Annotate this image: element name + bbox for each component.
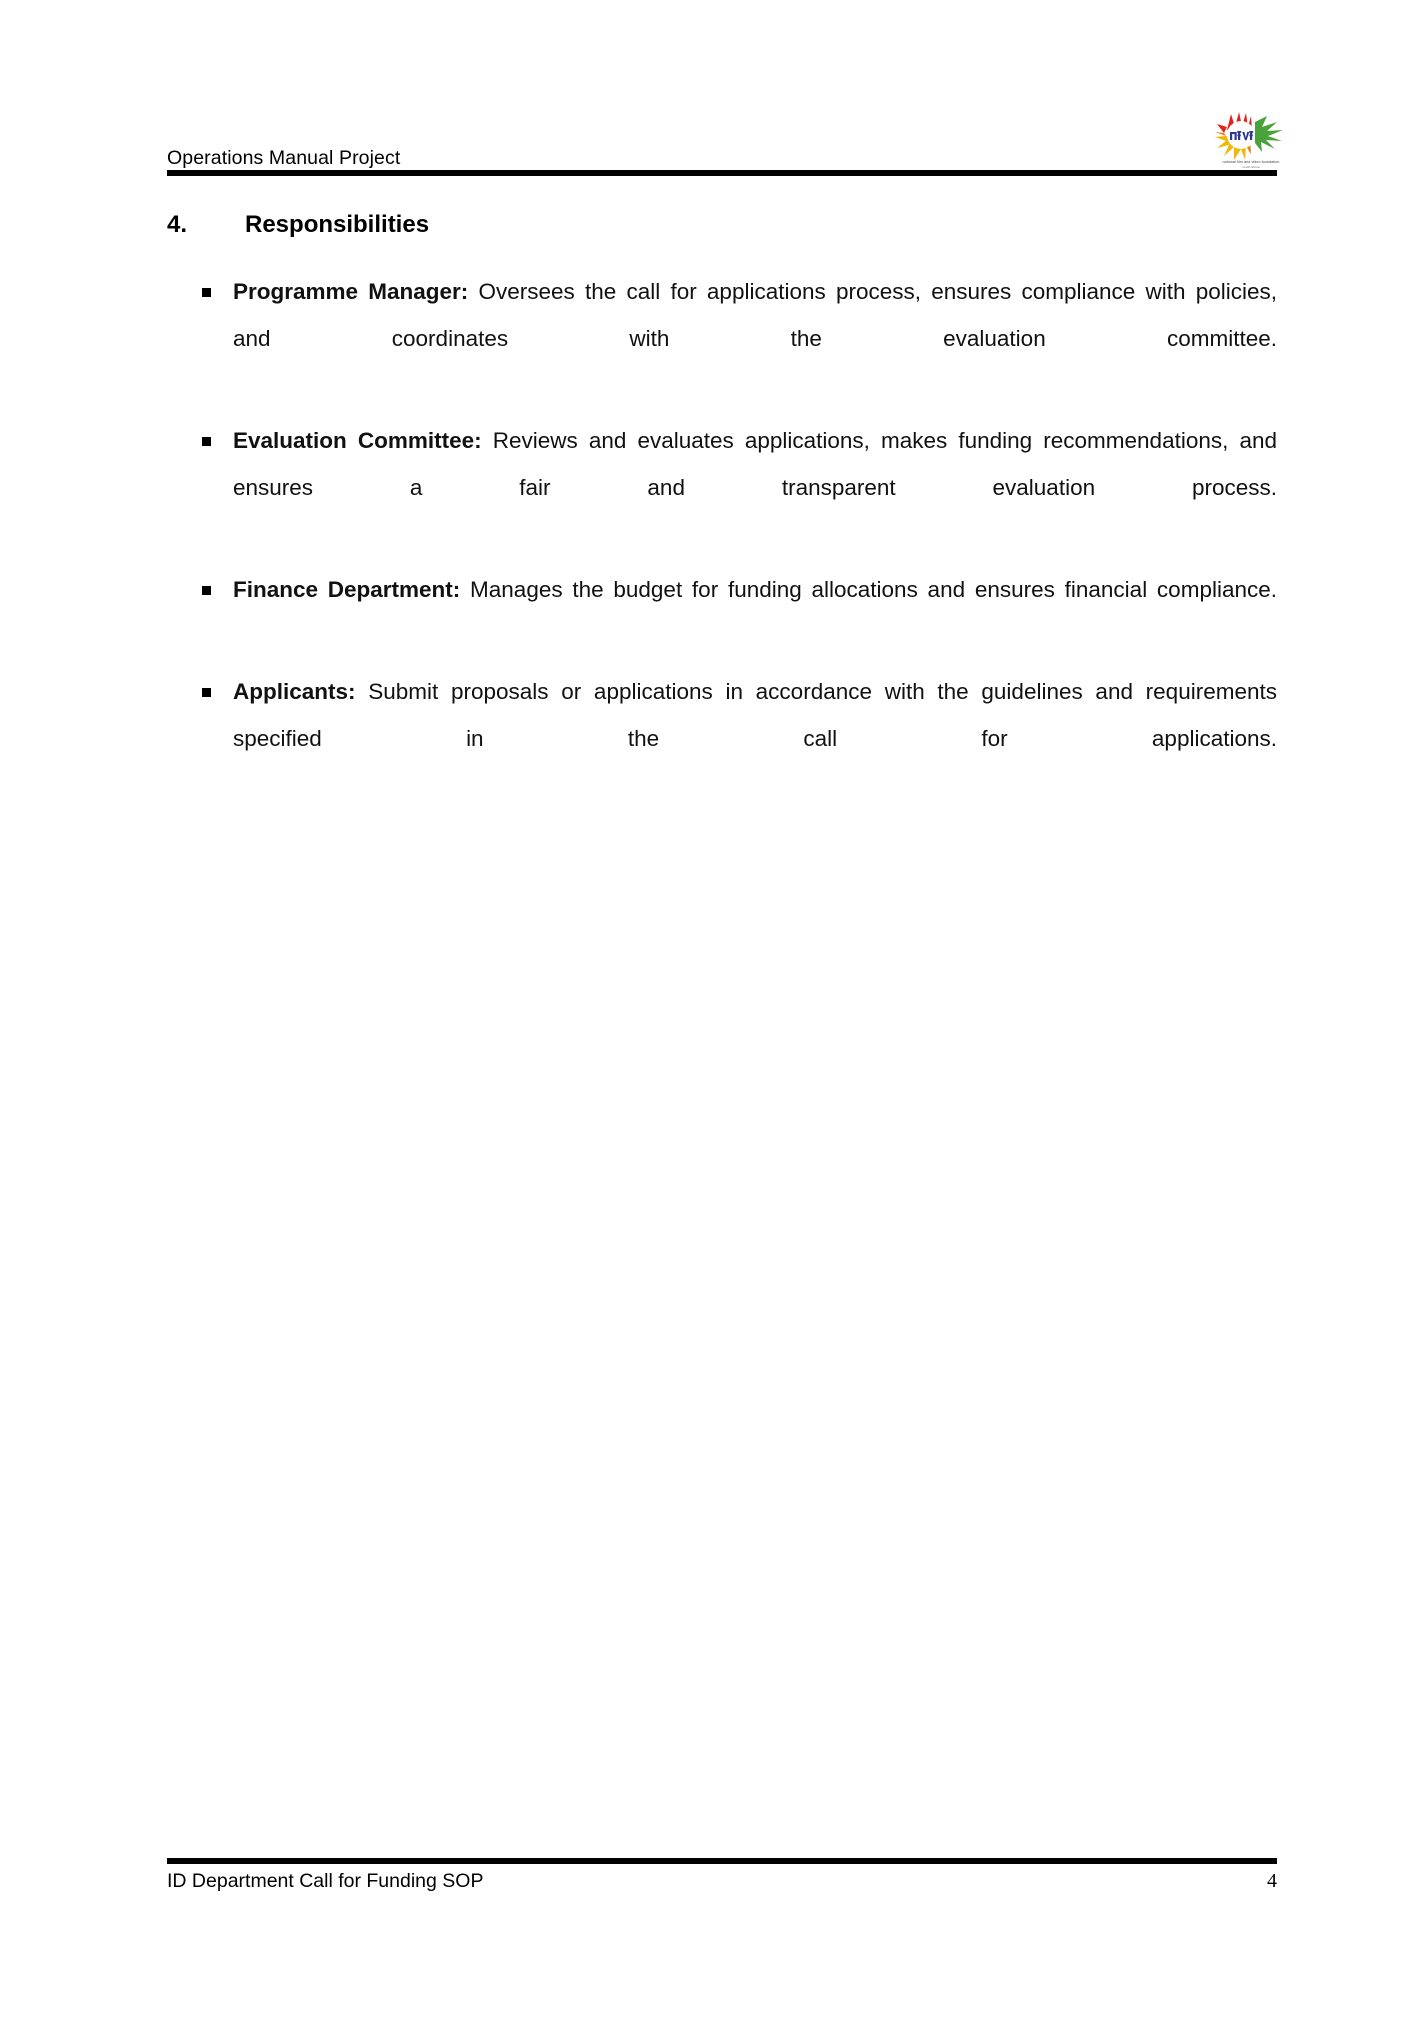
list-item-text: Oversees the call for applications process, ensures compliance with policies, and coordinates with the evaluation committee. xyxy=(233,279,1277,351)
footer-title: ID Department Call for Funding SOP xyxy=(167,1870,484,1892)
header-divider xyxy=(167,170,1277,176)
page-footer xyxy=(167,1868,1277,1894)
logo-caption-line1: national film and video foundation xyxy=(1222,160,1280,164)
square-bullet-icon xyxy=(202,288,211,297)
square-bullet-icon xyxy=(202,688,211,697)
list-item-text: Submit proposals or applications in accordance with the guidelines and requirements specified in the call for applications. xyxy=(233,679,1277,751)
list-item-lead: Programme Manager: xyxy=(233,279,469,304)
square-bullet-icon xyxy=(202,586,211,595)
list-item-lead: Applicants: xyxy=(233,679,356,704)
list-item xyxy=(167,268,1277,409)
list-item xyxy=(167,417,1277,558)
footer-divider xyxy=(167,1858,1277,1864)
square-bullet-icon xyxy=(202,437,211,446)
logo-caption xyxy=(1205,160,1297,169)
list-item-lead: Finance Department: xyxy=(233,577,461,602)
list-item xyxy=(167,668,1277,809)
logo-caption-line2: south africa xyxy=(1242,164,1260,169)
header-row xyxy=(167,108,1277,170)
section-number: 4. xyxy=(167,211,188,238)
list-item-text: Manages the budget for funding allocations and ensures financial compliance. xyxy=(460,577,1277,602)
responsibilities-list xyxy=(167,268,1277,809)
list-item xyxy=(167,566,1277,660)
header-title: Operations Manual Project xyxy=(167,147,401,169)
list-item-text: Reviews and evaluates applications, makes funding recommendations, and ensures a fair and transparent evaluation process. xyxy=(233,428,1277,500)
page-number: 4 xyxy=(1267,1870,1277,1892)
page-header xyxy=(167,108,1277,170)
list-item-lead: Evaluation Committee: xyxy=(233,428,482,453)
nfvf-logo xyxy=(1205,110,1297,172)
page-content xyxy=(167,210,1277,817)
nfvf-sunburst-icon xyxy=(1215,110,1287,162)
section-heading xyxy=(167,210,1277,240)
section-title: Responsibilities xyxy=(245,211,430,238)
